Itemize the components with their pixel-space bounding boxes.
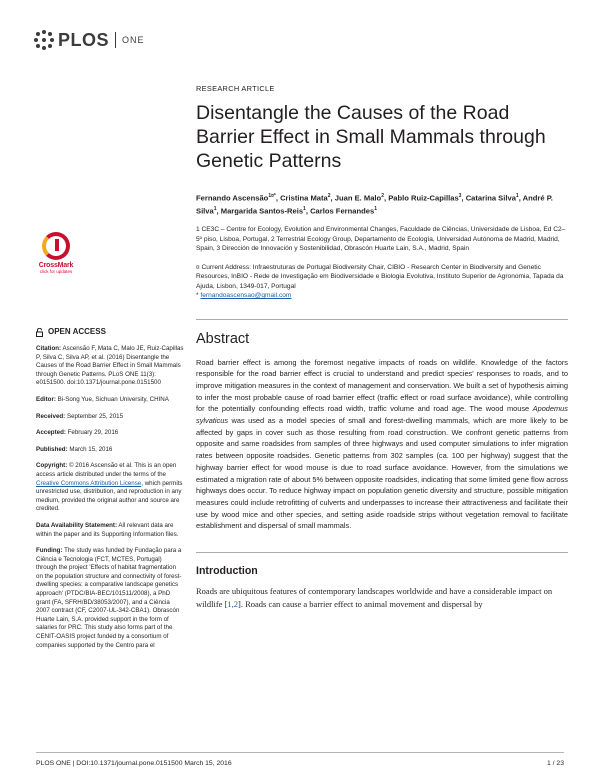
journal-name: ONE	[122, 35, 145, 45]
author-affiliation-marker: 1	[374, 205, 377, 212]
open-access	[36, 328, 184, 337]
plos-dots-icon	[34, 30, 54, 50]
funding: Funding: The study was funded by Fundação para a Ciência e Tecnologia (FCT, MCTES, Portugal) through the project 'Effects of habitat fragmentation on the population structure and connectivity of forest-dwelling species: a comparative landscape genetics approach' (PTDC/BIA-BEC/101511/2008), a PhD grant (FA, SFRH/BD/38053/2007), and a Ciência 2007 contract (CF, C2007-UL-342-CBA1). Obrascón Huarte Lain, S.A. provided support in the form of salaries for PRC. This study also forms part of the CENIT-OASIS project funded by a consortium of companies supported by the Centro para el	[36, 547, 182, 649]
author-list: Fernando Ascensão$^{1¤*}$, Cristina Mata$^2$, Juan E. Malo$^2$, Pablo Ruiz-Capillas$^3$, Catarina Silva$^1$, André P. Silva$^1$, Margarida Santos-Reis$^1$, Carlos Fernandes$^1$	[196, 193, 553, 216]
author-name: Fernando Ascensão	[196, 193, 269, 203]
author-affiliation-marker: 3	[458, 193, 462, 199]
crossmark-label: CrossMark	[38, 262, 74, 269]
footer-citation: PLOS ONE | DOI:10.1371/journal.pone.0151500 March 15, 2016	[36, 760, 232, 767]
author-affiliation-marker: 2	[327, 193, 331, 199]
author-name: Margarida Santos-Reis	[220, 206, 304, 216]
crossmark-sub: click for updates	[39, 269, 73, 274]
introduction-heading: Introduction	[196, 552, 568, 577]
citation: Citation: Ascensão F, Mata C, Malo JE, Ruiz-Capillas P, Silva C, Silva AP, et al. (2016) Disentangle the Causes of the Road Barrier Effect in Small Mammals through Genetic Patterns. PLoS ONE 11(3): e0151500. doi:10.1371/journal.pone.0151500	[36, 345, 184, 387]
corresponding-email-link[interactable]: fernandoascensao@gmail.com	[200, 292, 292, 300]
received-date: Received: September 25, 2015	[36, 412, 124, 420]
footer-divider	[36, 752, 564, 753]
author-affiliation-marker: 2	[381, 193, 384, 199]
abstract-text: Road barrier effect is among the foremost negative impacts of roads on wildlife. Knowledge of the factors responsible for the road barrier effect is crucial to understand and predict species' responses to roads, and to improve mitigation measures in the context of management and conservation. We built a set of hypothesis aiming to infer the most probable cause of road barrier effect (traffic effect or road surface avoidance), while controlling for the potentially confounding effects road width, traffic volume and road age. The wood mouse Apodemus sylvaticus was used as a model species of small and forest-dwelling mammals, which are more likely to be affected by gaps in cover such as those resulting from road construction. We confront genetic patterns from opposite and same roadsides from samples of three highways and used computer simulations to infer migration rates between opposite roadsides. Genetic patterns from 302 samples (ca. 100 per highway) suggest that the highway barrier effect for wood mouse is due to road surface avoidance. However, from the simulations we estimated a migration rate of about 5% between opposite roadsides, indicating that some limited gene flow across highways does occur. To reduce highway impact on population genetic diversity and structure, possible mitigation measures could include retrofitting of culverts and underpasses to increase their attractiveness and facilitate their use by wood mice and other species, and setting aside roadside strips without vegetation removal to facilitate establishment and dispersal of small mammals.	[196, 357, 568, 531]
species-name: Apodemus sylvaticus	[196, 404, 568, 426]
current-address: ¤ Current Address: Infraestruturas de Portugal Biodiversity Chair, CIBIO - Research Center in Biodiversity and Genetic Resources, InBIO - Rede de Investigação em Biodiversidade e Biologia Evolutiva, Instituto Superior de Agronomia, Tapada da Ajuda, Lisbon, 1349-017, Portugal * fernandoascensao@gmail.com	[196, 263, 564, 300]
plos-logo[interactable]	[34, 30, 145, 50]
affiliations: 1 CE3C – Centre for Ecology, Evolution and Environmental Changes, Faculdade de Ciências, Universidade de Lisboa, Ed C2–5º piso, Lisboa, Portugal, 2 Terrestrial Ecology Group, Departamento de Ecología, Universidad Autónoma de Madrid, Madrid, Spain, 3 Dirección de Innovación y Sostenibilidad, Obrascón Huarte Lain, S.A., Madrid, Spain	[196, 226, 566, 253]
plos-brand: PLOS	[58, 29, 110, 50]
data-availability: Data Availability Statement: All relevant data are within the paper and its Supporting Information files.	[36, 521, 179, 538]
author-name: Cristina Mata	[280, 193, 328, 203]
author-affiliation-marker: 1	[515, 193, 519, 199]
article-main	[196, 84, 568, 611]
author-name: Juan E. Malo	[334, 193, 382, 203]
author-affiliation-marker: 1	[213, 205, 217, 212]
author-name: Carlos Fernandes	[310, 206, 375, 216]
article-title: Disentangle the Causes of the Road Barrier Effect in Small Mammals through Genetic Patterns	[196, 102, 546, 172]
published-date: Published: March 15, 2016	[36, 445, 113, 453]
article-type: RESEARCH ARTICLE	[196, 84, 275, 93]
crossmark-icon	[42, 232, 70, 260]
reference-link[interactable]: 1,2	[227, 599, 239, 610]
article-sidebar	[36, 328, 184, 658]
author-name: Catarina Silva	[465, 193, 516, 203]
author-affiliation-marker: 1¤*	[268, 193, 276, 199]
logo-divider	[115, 32, 116, 48]
copyright: Copyright: © 2016 Ascensão et al. This is an open access article distributed under the terms of the Creative Commons Attribution License, which permits unrestricted use, distribution, and reproduction in any medium, provided the original author and source are credited.	[36, 462, 183, 513]
page-number: 1 / 23	[546, 760, 564, 767]
editor: Editor: Bi-Song Yue, Sichuan University, CHINA	[36, 395, 169, 403]
author-name: André P. Silva	[196, 193, 553, 216]
author-affiliation-marker: 1	[303, 205, 306, 212]
accepted-date: Accepted: February 29, 2016	[36, 429, 119, 437]
author-name: Pablo Ruiz-Capillas	[388, 193, 459, 203]
introduction-text: Roads are ubiquitous features of contemporary landscapes worldwide and have a considerable impact on wildlife [1,2]. Roads can cause a barrier effect to animal movement and dispersal by	[196, 586, 553, 610]
open-lock-icon	[36, 328, 43, 337]
open-access-label: OPEN ACCESS	[48, 327, 106, 337]
abstract-heading: Abstract	[196, 319, 568, 347]
crossmark-badge[interactable]	[36, 232, 76, 274]
license-link[interactable]: Creative Commons Attribution License	[36, 479, 142, 487]
